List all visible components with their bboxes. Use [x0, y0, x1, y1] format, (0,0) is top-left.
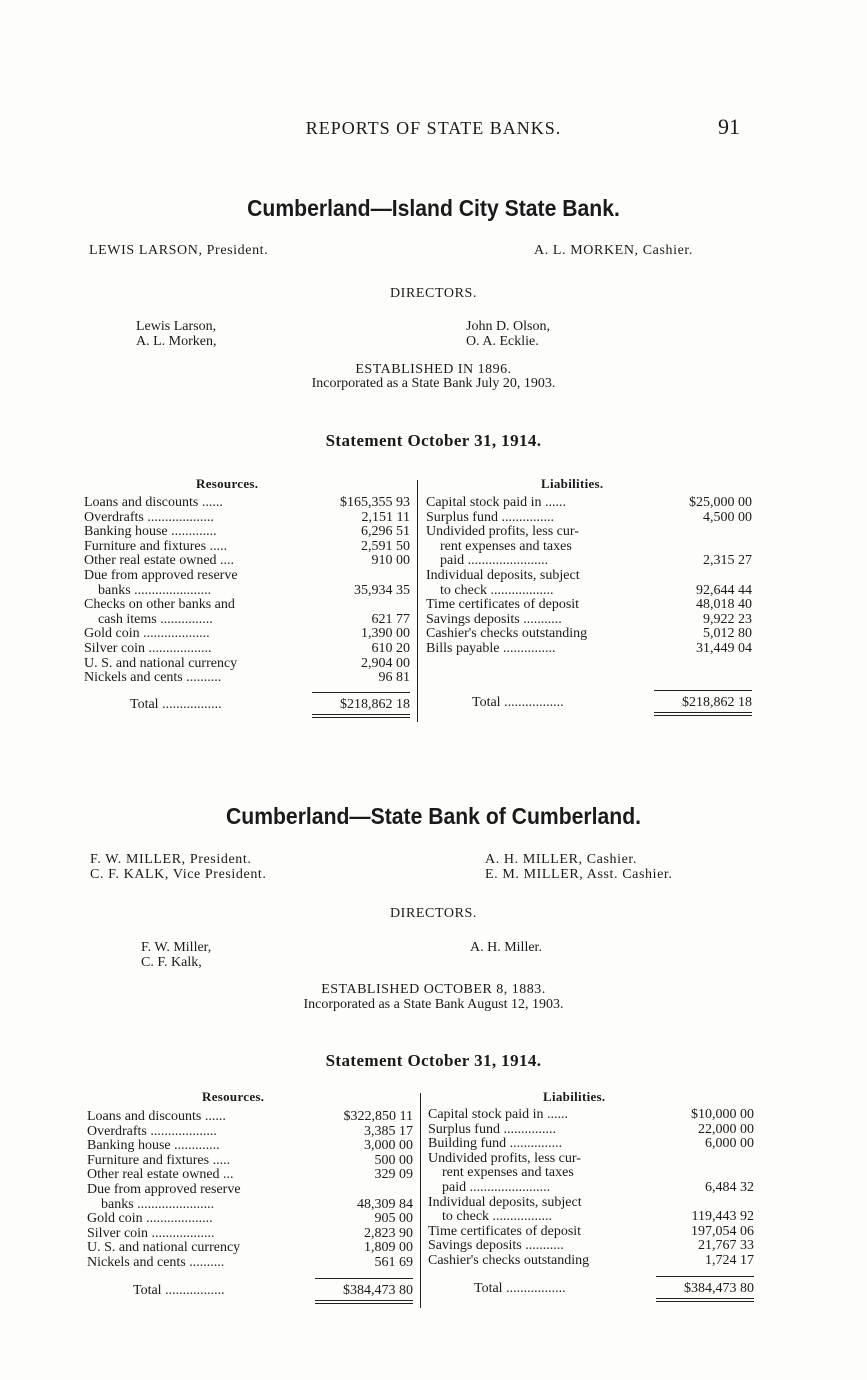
ledger-row — [428, 1239, 754, 1254]
ledger-item-label: paid ....................... — [442, 1180, 551, 1195]
ledger-item-label: Due from approved reserve — [84, 568, 238, 583]
ledger-item-label: Banking house ............. — [87, 1138, 220, 1154]
ledger-item-label: banks ...................... — [98, 582, 212, 598]
ledger-row — [426, 569, 752, 584]
resources-heading: Resources. — [202, 1089, 265, 1104]
ledger-item-amount: 2,591 50 — [361, 538, 410, 554]
total-rule — [656, 1276, 754, 1277]
ledger-row — [426, 540, 752, 555]
ledger-item-label: Surplus fund ............... — [428, 1121, 556, 1137]
ledger-item-label: Other real estate owned .... — [84, 553, 235, 569]
ledger-item-label: Furniture and fixtures ..... — [84, 538, 228, 554]
ledger-total-label: Total ................. — [133, 1283, 225, 1298]
ledger-item-amount: 96 81 — [378, 670, 410, 686]
ledger-row — [426, 613, 752, 628]
ledger-row — [87, 1168, 413, 1183]
ledger-total-row — [428, 1282, 754, 1297]
total-rule — [312, 692, 410, 693]
ledger-item-amount: 3,385 17 — [364, 1123, 413, 1139]
ledger-item-label: Overdrafts ................... — [84, 509, 214, 525]
director-name: O. A. Ecklie. — [466, 334, 539, 349]
ledger-item-amount: $10,000 00 — [691, 1107, 754, 1122]
ledger-item-label: paid ....................... — [440, 553, 549, 569]
ledger-item-label: Undivided profits, less cur- — [428, 1150, 581, 1166]
ledger-item-amount: 500 00 — [374, 1152, 413, 1168]
ledger-row — [87, 1227, 413, 1242]
ledger-item-label: cash items ............... — [98, 611, 213, 627]
ledger-row — [428, 1254, 754, 1269]
officer-president: LEWIS LARSON, President. — [89, 243, 269, 258]
ledger-row — [84, 642, 410, 657]
ledger-row — [84, 657, 410, 672]
directors-heading: DIRECTORS. — [389, 286, 478, 301]
officer-asst-cashier: E. M. MILLER, Asst. Cashier. — [485, 867, 673, 882]
ledger-row — [84, 511, 410, 526]
ledger-total-amount: $218,862 18 — [340, 697, 410, 712]
bank-title: Cumberland—State Bank of Cumberland. — [225, 803, 642, 829]
ledger-item-amount: $322,850 11 — [343, 1109, 413, 1124]
ledger-item-amount: 22,000 00 — [698, 1121, 754, 1137]
ledger-total-label: Total ................. — [472, 695, 564, 710]
ledger-row — [428, 1152, 754, 1167]
column-divider — [417, 480, 418, 722]
ledger-item-amount: 905 00 — [374, 1211, 413, 1227]
ledger-item-amount: 21,767 33 — [698, 1238, 754, 1254]
ledger-item-label: banks ...................... — [101, 1196, 215, 1212]
ledger-item-label: Bills payable ............... — [426, 641, 556, 656]
ledger-item-label: Individual deposits, subject — [428, 1194, 582, 1210]
running-header-title: REPORTS OF STATE BANKS. — [305, 118, 562, 138]
ledger-item-amount: 6,000 00 — [705, 1136, 754, 1152]
ledger-item-amount: 2,823 90 — [364, 1225, 413, 1241]
ledger-row — [428, 1137, 754, 1152]
officer-cashier: A. L. MORKEN, Cashier. — [534, 243, 694, 258]
ledger-row — [426, 627, 752, 642]
bank-title: Cumberland—Island City State Bank. — [247, 195, 620, 221]
ledger-row — [87, 1241, 413, 1256]
ledger-row — [428, 1108, 754, 1123]
resources-heading: Resources. — [196, 476, 259, 491]
liabilities-heading: Liabilities. — [543, 1089, 606, 1104]
total-double-rule — [315, 1300, 413, 1301]
ledger-row — [87, 1110, 413, 1125]
total-rule — [654, 690, 752, 691]
ledger-row — [87, 1154, 413, 1169]
ledger-total-amount: $384,473 80 — [684, 1281, 754, 1296]
ledger-row — [426, 511, 752, 526]
ledger-item-amount: 3,000 00 — [364, 1138, 413, 1154]
ledger-item-amount: $25,000 00 — [689, 495, 752, 510]
ledger-item-amount: 329 09 — [374, 1167, 413, 1183]
ledger-item-label: Individual deposits, subject — [426, 568, 580, 583]
ledger-item-label: rent expenses and taxes — [440, 538, 572, 554]
officer-vice-president: C. F. KALK, Vice President. — [90, 867, 267, 882]
ledger-row — [426, 554, 752, 569]
ledger-row — [87, 1139, 413, 1154]
ledger-item-label: Capital stock paid in ...... — [426, 495, 566, 510]
ledger-row — [426, 642, 752, 657]
ledger-row — [84, 554, 410, 569]
ledger-item-amount: 92,644 44 — [696, 582, 752, 598]
total-double-rule — [315, 1303, 413, 1304]
ledger-item-label: Nickels and cents .......... — [84, 670, 222, 686]
ledger-item-label: U. S. and national currency — [84, 655, 238, 671]
ledger-item-label: Silver coin .................. — [87, 1225, 215, 1241]
total-rule — [315, 1278, 413, 1279]
ledger-item-amount: 2,151 11 — [361, 509, 410, 525]
ledger-row — [84, 540, 410, 555]
director-name: C. F. Kalk, — [141, 955, 202, 970]
ledger-item-label: to check .................. — [440, 582, 554, 598]
total-double-rule — [656, 1301, 754, 1302]
ledger-item-label: Savings deposits ........... — [426, 611, 562, 627]
ledger-item-label: Gold coin ................... — [87, 1211, 213, 1227]
ledger-item-label: Overdrafts ................... — [87, 1123, 217, 1139]
ledger-row — [84, 584, 410, 599]
ledger-item-label: Capital stock paid in ...... — [428, 1107, 568, 1122]
ledger-item-amount: 561 69 — [374, 1255, 413, 1270]
ledger-total-row — [84, 698, 410, 713]
ledger-item-amount: 9,922 23 — [703, 611, 752, 627]
directors-right — [470, 940, 542, 955]
officer-president: F. W. MILLER, President. — [90, 852, 252, 867]
ledger-total-label: Total ................. — [130, 697, 222, 712]
ledger-item-amount: 48,018 40 — [696, 597, 752, 613]
officers-left — [90, 852, 267, 882]
ledger-item-label: Time certificates of deposit — [426, 597, 580, 613]
ledger-row — [84, 496, 410, 511]
ledger-total-label: Total ................. — [474, 1281, 566, 1296]
ledger-row — [87, 1125, 413, 1140]
ledger-row — [87, 1198, 413, 1213]
ledger-row — [428, 1123, 754, 1138]
page-number: 91 — [718, 114, 740, 139]
ledger-row — [428, 1181, 754, 1196]
ledger-item-amount: 6,484 32 — [705, 1180, 754, 1195]
column-divider — [420, 1093, 421, 1308]
director-name: Lewis Larson, — [136, 319, 217, 334]
total-double-rule — [654, 715, 752, 716]
ledger-item-label: Other real estate owned ... — [87, 1167, 234, 1183]
ledger-item-label: Loans and discounts ...... — [84, 495, 223, 510]
ledger-row — [84, 598, 410, 613]
ledger-item-amount: 1,390 00 — [361, 626, 410, 642]
ledger-row — [87, 1256, 413, 1271]
statement-title: Statement October 31, 1914. — [325, 431, 542, 450]
ledger-total-row — [87, 1284, 413, 1299]
ledger-item-amount: 197,054 06 — [691, 1223, 754, 1239]
ledger-item-amount: 1,809 00 — [364, 1240, 413, 1256]
ledger-item-label: Time certificates of deposit — [428, 1223, 582, 1239]
established-line: ESTABLISHED OCTOBER 8, 1883. — [321, 982, 546, 997]
established-line: ESTABLISHED IN 1896. — [355, 362, 512, 377]
ledger-item-amount: 910 00 — [371, 553, 410, 569]
directors-left — [141, 940, 211, 970]
ledger-item-label: Surplus fund ............... — [426, 509, 554, 525]
ledger-row — [428, 1196, 754, 1211]
ledger-item-label: to check ................. — [442, 1209, 553, 1225]
ledger-row — [87, 1212, 413, 1227]
ledger-row — [426, 598, 752, 613]
ledger-item-label: U. S. and national currency — [87, 1240, 241, 1256]
ledger-item-amount: 31,449 04 — [696, 641, 752, 656]
ledger-total-row — [426, 696, 752, 711]
ledger-row — [84, 569, 410, 584]
total-double-rule — [312, 717, 410, 718]
ledger-total-amount: $384,473 80 — [343, 1283, 413, 1298]
director-name: John D. Olson, — [466, 319, 551, 334]
total-double-rule — [656, 1298, 754, 1299]
total-double-rule — [654, 712, 752, 713]
ledger-item-label: Nickels and cents .......... — [87, 1255, 225, 1270]
ledger-item-label: Furniture and fixtures ..... — [87, 1152, 231, 1168]
ledger-item-amount: 621 77 — [371, 611, 410, 627]
ledger-row — [87, 1183, 413, 1198]
ledger-row — [428, 1166, 754, 1181]
total-double-rule — [312, 714, 410, 715]
ledger-item-label: Building fund ............... — [428, 1136, 563, 1152]
ledger-total-amount: $218,862 18 — [682, 695, 752, 710]
ledger-item-amount: 6,296 51 — [361, 524, 410, 540]
liabilities-heading: Liabilities. — [541, 476, 604, 491]
directors-left — [136, 319, 217, 349]
ledger-row — [426, 496, 752, 511]
ledger-item-label: Banking house ............. — [84, 524, 217, 540]
ledger-item-label: Due from approved reserve — [87, 1182, 241, 1197]
statement-title: Statement October 31, 1914. — [325, 1051, 542, 1070]
ledger-item-amount: 4,500 00 — [703, 509, 752, 525]
ledger-row — [428, 1210, 754, 1225]
director-name: F. W. Miller, — [141, 940, 212, 955]
director-name: A. H. Miller. — [470, 940, 542, 955]
ledger-item-amount: $165,355 93 — [340, 495, 410, 510]
ledger-row — [428, 1225, 754, 1240]
ledger-item-label: Undivided profits, less cur- — [426, 524, 579, 540]
ledger-item-label: Silver coin .................. — [84, 641, 212, 656]
officers-right — [485, 852, 673, 882]
ledger-item-label: Checks on other banks and — [84, 597, 235, 613]
incorporated-line: Incorporated as a State Bank August 12, 1903. — [303, 997, 564, 1012]
ledger-row — [84, 627, 410, 642]
officer-cashier: A. H. MILLER, Cashier. — [485, 852, 638, 867]
ledger-item-label: Cashier's checks outstanding — [426, 626, 588, 642]
ledger-row — [426, 584, 752, 599]
ledger-row — [84, 613, 410, 628]
ledger-item-amount: 2,315 27 — [703, 553, 752, 569]
ledger-item-amount: 48,309 84 — [357, 1196, 413, 1212]
ledger-item-amount: 2,904 00 — [361, 655, 410, 671]
ledger-item-amount: 610 20 — [371, 641, 410, 656]
ledger-item-label: Loans and discounts ...... — [87, 1109, 226, 1124]
ledger-item-amount: 1,724 17 — [705, 1253, 754, 1268]
ledger-item-label: rent expenses and taxes — [442, 1165, 574, 1181]
ledger-item-amount: 35,934 35 — [354, 582, 410, 598]
ledger-row — [426, 525, 752, 540]
director-name: A. L. Morken, — [136, 334, 217, 349]
directors-heading: DIRECTORS. — [389, 906, 478, 921]
ledger-item-amount: 5,012 80 — [703, 626, 752, 642]
ledger-item-amount: 119,443 92 — [691, 1209, 754, 1225]
ledger-row — [84, 671, 410, 686]
ledger-row — [84, 525, 410, 540]
incorporated-line: Incorporated as a State Bank July 20, 1903. — [311, 376, 556, 391]
directors-right — [466, 319, 550, 349]
ledger-item-label: Cashier's checks outstanding — [428, 1253, 590, 1268]
ledger-item-label: Gold coin ................... — [84, 626, 210, 642]
ledger-item-label: Savings deposits ........... — [428, 1238, 564, 1254]
